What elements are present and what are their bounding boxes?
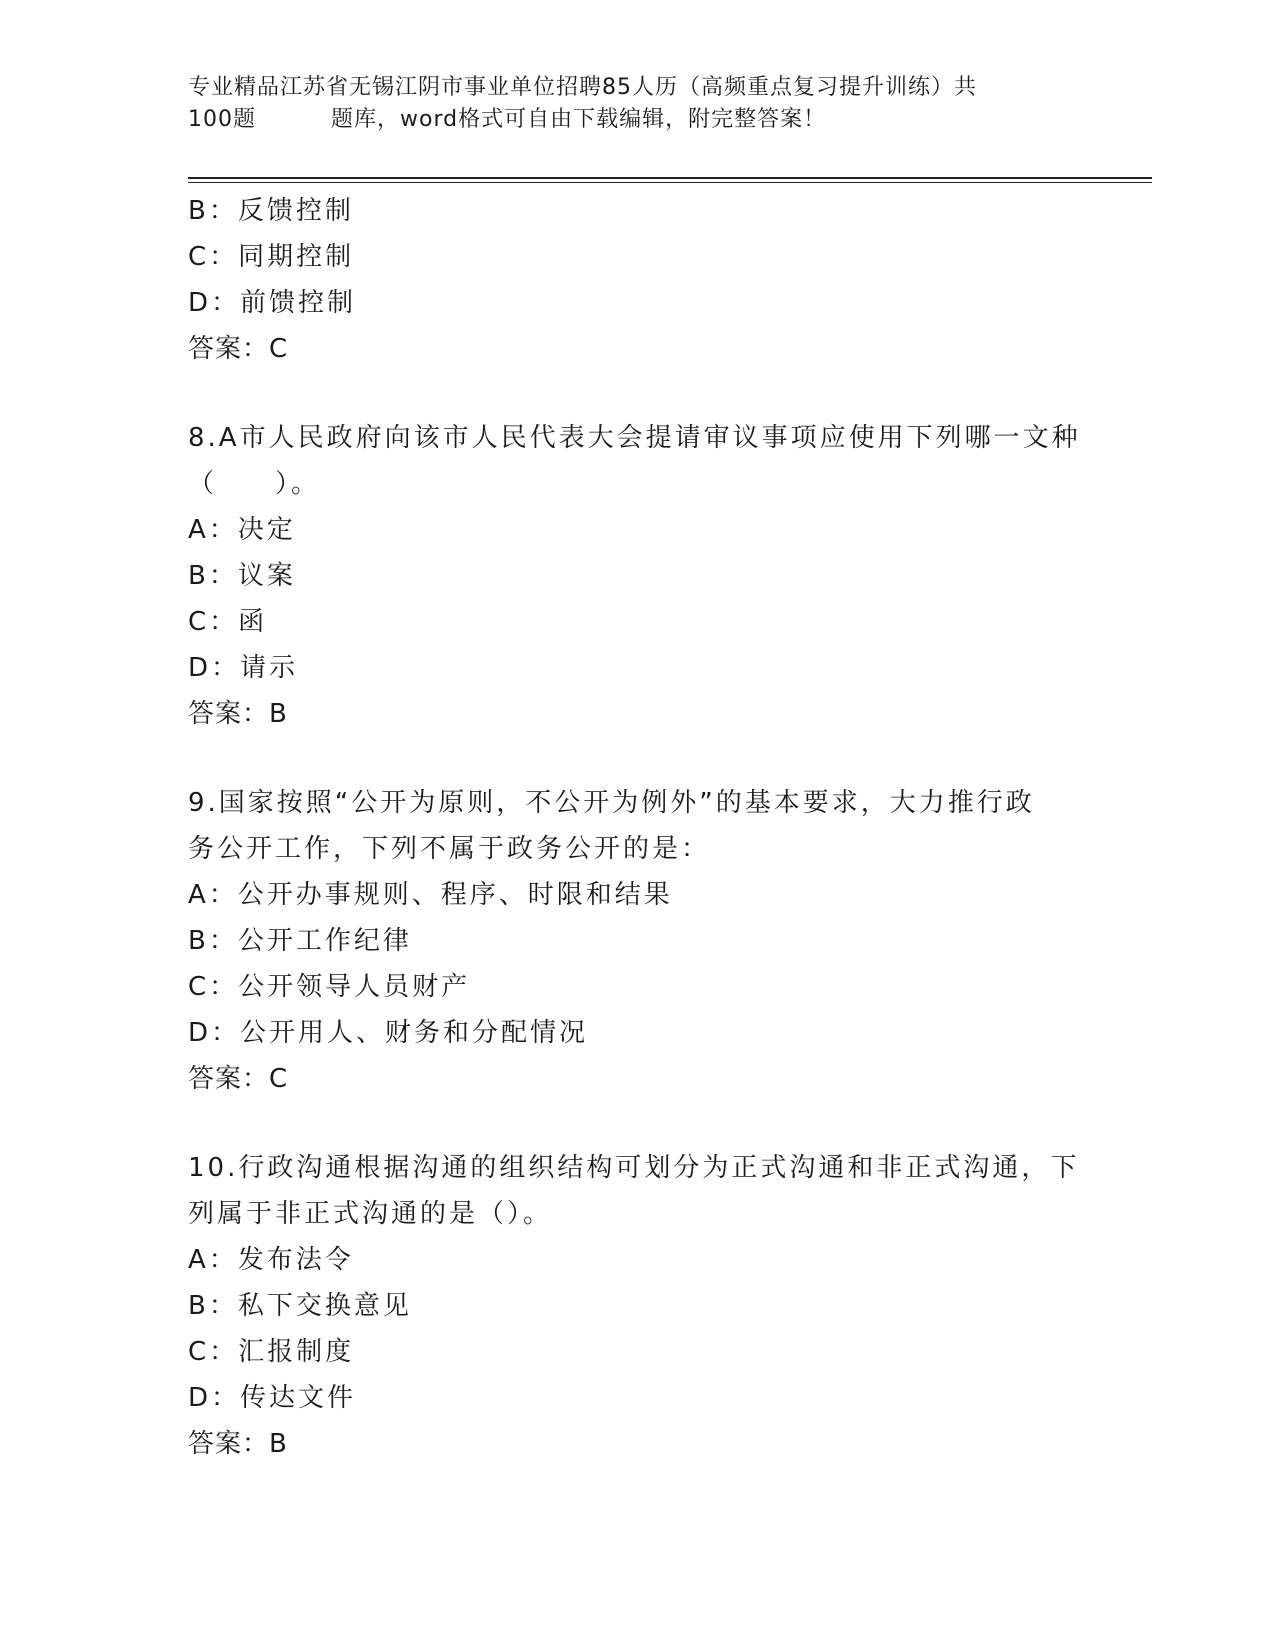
answer-line: 答案：B [188, 1429, 288, 1459]
option-b: B：反馈控制 [188, 196, 354, 226]
question-10 [188, 1145, 1088, 1467]
question-text-line: 9.国家按照“公开为原则，不公开为例外”的基本要求，大力推行政 [188, 788, 1035, 818]
option-d: D：传达文件 [188, 1383, 357, 1413]
question-text-line: 列属于非正式沟通的是（）。 [188, 1199, 553, 1229]
option-d: D：前馈控制 [188, 288, 357, 318]
header-rule-thick [188, 177, 1152, 179]
question-8 [188, 415, 1088, 737]
header-description: 题库，word格式可自由下载编辑，附完整答案！ [331, 107, 827, 132]
option-d: D：公开用人、财务和分配情况 [188, 1018, 589, 1048]
document-header [188, 72, 1088, 136]
option-c: C：函 [188, 607, 268, 637]
option-d: D：请示 [188, 653, 299, 683]
header-line-2 [188, 104, 1088, 136]
question-text-line: 10.行政沟通根据沟通的组织结构可划分为正式沟通和非正式沟通，下 [188, 1153, 1080, 1183]
option-a: A：公开办事规则、程序、时限和结果 [188, 880, 673, 910]
option-a: A：发布法令 [188, 1245, 354, 1275]
option-c: C：汇报制度 [188, 1337, 355, 1367]
header-line-1: 专业精品江苏省无锡江阴市事业单位招聘85人历（高频重点复习提升训练）共 [188, 75, 977, 100]
option-b: B：私下交换意见 [188, 1291, 412, 1321]
answer-line: 答案：C [188, 334, 289, 364]
question-9 [188, 780, 1088, 1102]
question-text-line: 务公开工作，下列不属于政务公开的是： [188, 834, 711, 864]
option-c: C：同期控制 [188, 242, 355, 272]
previous-question-tail [188, 188, 1088, 372]
answer-line: 答案：B [188, 699, 288, 729]
question-text-line: （ ）。 [188, 469, 321, 499]
header-rule-thin [188, 182, 1152, 183]
option-c: C：公开领导人员财产 [188, 972, 471, 1002]
answer-line: 答案：C [188, 1064, 289, 1094]
option-a: A：决定 [188, 515, 296, 545]
question-text-line: 8.A市人民政府向该市人民代表大会提请审议事项应使用下列哪一文种 [188, 423, 1081, 453]
option-b: B：议案 [188, 561, 296, 591]
question-content [188, 188, 1088, 1467]
option-b: B：公开工作纪律 [188, 926, 412, 956]
header-count: 100题 [188, 107, 256, 132]
